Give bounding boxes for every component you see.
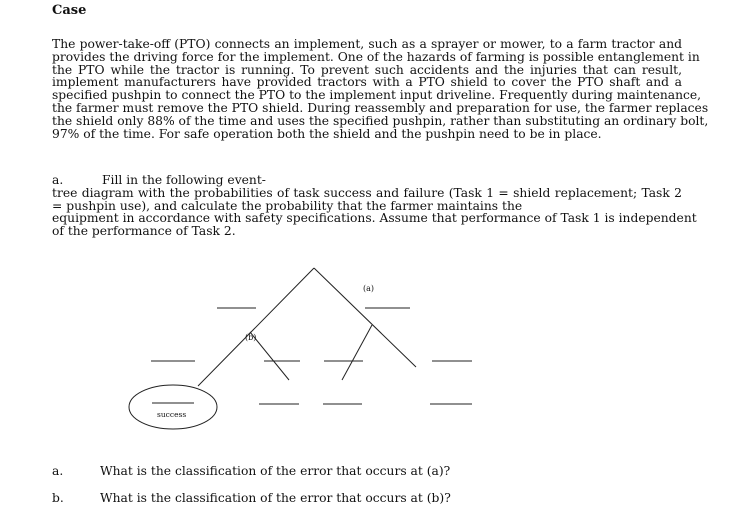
question-text: What is the classification of the error that occurs at (a)?	[100, 464, 451, 478]
paragraph-line: the farmer must remove the PTO shield. During reassembly and preparation for use, the farmer replaces	[52, 100, 709, 115]
case-heading: Case	[52, 3, 87, 18]
task-first-text: Fill in the following event-	[102, 173, 266, 187]
paragraph-line: the shield only 88% of the time and uses the specified pushpin, rather than substituting an ordinary bolt,	[52, 113, 709, 128]
tree-branch-left	[198, 268, 314, 386]
label-a: (a)	[363, 284, 375, 293]
success-ellipse	[129, 385, 217, 429]
tree-branch-a	[342, 325, 372, 380]
question-marker: a.	[52, 464, 64, 478]
question-text: What is the classification of the error that occurs at (b)?	[100, 491, 451, 505]
label-b: (b)	[245, 333, 257, 342]
paragraph-line: the PTO while the tractor is running. To prevent such accidents and the injuries that can result,	[52, 62, 682, 77]
task-line: = pushpin use), and calculate the probability that the farmer maintains the	[52, 198, 523, 213]
success-label: success	[157, 410, 187, 419]
tree-branch-right	[314, 268, 416, 367]
paragraph-line: implement manufacturers have provided tractors with a PTO shield to cover the PTO shaft and a	[52, 75, 682, 90]
task-line: of the performance of Task 2.	[52, 224, 236, 239]
task-line: tree diagram with the probabilities of task success and failure (Task 1 = shield replacement; Task 2	[52, 185, 682, 200]
paragraph-line: provides the driving force for the implement. One of the hazards of farming is possible entanglement in	[52, 49, 700, 64]
paragraph-line: 97% of the time. For safe operation both the shield and the pushpin need to be in place.	[52, 126, 602, 141]
question-marker: b.	[52, 491, 64, 505]
task-line: equipment in accordance with safety specifications. Assume that performance of Task 1 is independent	[52, 211, 697, 226]
question-a	[52, 464, 450, 478]
task-marker: a.	[52, 173, 64, 187]
paragraph-line: The power-take-off (PTO) connects an implement, such as a sprayer or mower, to a farm tractor and	[52, 37, 682, 51]
question-b	[52, 491, 451, 505]
paragraph-line: specified pushpin to connect the PTO to the implement input driveline. Frequently during maintenance,	[52, 88, 702, 103]
